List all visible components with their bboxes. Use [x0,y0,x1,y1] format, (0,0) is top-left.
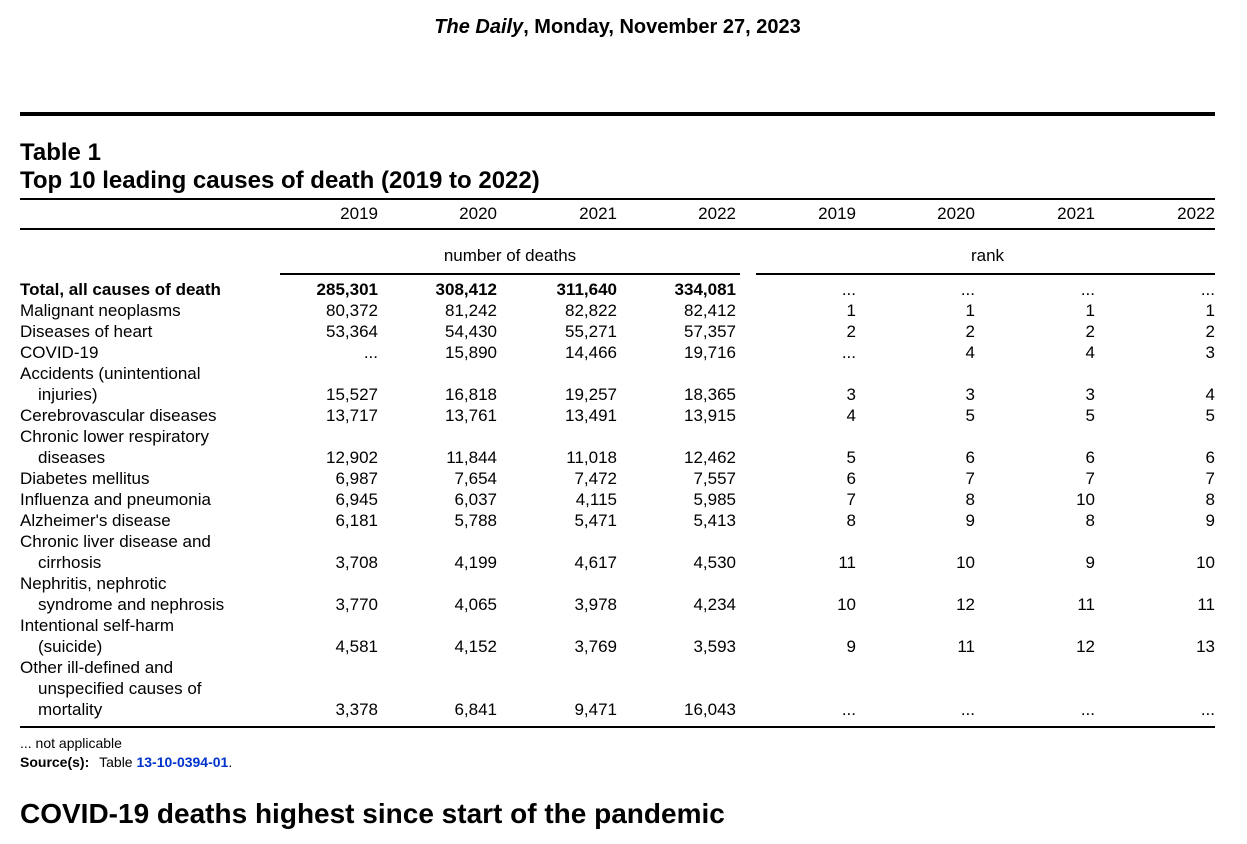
rank-cell: 4 [1205,385,1215,404]
row-label-line: Total, all causes of death [20,280,221,299]
deaths-cell: 53,364 [326,322,378,341]
deaths-cell: 6,037 [454,490,497,509]
rank-cell: 9 [846,637,856,656]
row-label-line: COVID-19 [20,343,99,362]
deaths-cell: 15,527 [326,385,378,404]
rank-cell: 12 [1076,637,1095,656]
deaths-cell: 12,462 [684,448,736,467]
rank-cell: 1 [1085,301,1095,320]
year-header: 2022 [698,204,736,223]
rank-cell: 11 [1077,595,1095,614]
deaths-cell: ... [363,343,378,362]
table-top-rule [20,198,1215,200]
row-label-line: syndrome and nephrosis [38,595,225,614]
rank-cell: ... [1200,280,1215,299]
row-label [20,405,270,426]
header-bottom-rule [20,228,1215,230]
rank-span-rule [756,273,1215,275]
year-header: 2020 [459,204,497,223]
rank-cell: ... [1080,700,1095,719]
rank-cell: 4 [965,343,975,362]
publication-date: , Monday, November 27, 2023 [523,16,801,38]
deaths-cell: 4,581 [335,637,378,656]
rank-cell: 5 [1085,406,1095,425]
deaths-cell: 15,890 [445,343,497,362]
year-header: 2020 [937,204,975,223]
row-label [20,468,270,489]
row-label-line: Influenza and pneumonia [20,490,211,509]
rank-cell: 6 [1085,448,1095,467]
source-note [20,753,232,771]
rank-cell: 13 [1196,637,1215,656]
row-label [20,279,270,300]
publication-name: The Daily [434,16,524,38]
deaths-cell: 6,945 [335,490,378,509]
deaths-cell: 13,491 [565,406,617,425]
rank-cell: 10 [837,595,856,614]
rank-cell: 7 [846,490,856,509]
deaths-cell: 4,199 [454,553,497,572]
row-label-line: Chronic liver disease and [20,532,211,551]
row-label [20,300,270,321]
rank-cell: 6 [1205,448,1215,467]
rank-cell: 1 [846,301,856,320]
rank-cell: 8 [1085,511,1095,530]
rank-cell: ... [1080,280,1095,299]
rank-cell: 4 [1085,343,1095,362]
deaths-cell: 4,065 [454,595,497,614]
rank-cell: 2 [965,322,975,341]
year-header: 2019 [818,204,856,223]
page-header [0,16,1235,39]
rank-cell: 10 [956,553,975,572]
rank-cell: 11 [1197,595,1215,614]
subhead-number-of-deaths: number of deaths [443,246,577,265]
row-label [20,321,270,342]
rank-cell: ... [960,280,975,299]
deaths-cell: 57,357 [684,322,736,341]
deaths-cell: 11,018 [566,448,617,467]
rank-cell: 3 [965,385,975,404]
year-header: 2022 [1177,204,1215,223]
deaths-cell: 5,985 [693,490,736,509]
subhead-rank: rank [970,246,1005,265]
deaths-cell: 7,557 [693,469,736,488]
rank-cell: 2 [846,322,856,341]
rank-cell: 10 [1076,490,1095,509]
deaths-cell: 13,761 [445,406,497,425]
row-label-line: (suicide) [38,637,103,656]
row-label-line: Diseases of heart [20,322,153,341]
deaths-cell: 3,708 [335,553,378,572]
rank-cell: 2 [1205,322,1215,341]
row-label-line: Alzheimer's disease [20,511,171,530]
section-heading: COVID-19 deaths highest since start of the pandemic [20,798,725,829]
rank-cell: 8 [965,490,975,509]
row-label [20,657,270,720]
deaths-cell: 3,770 [335,595,378,614]
deaths-cell: 11,844 [446,448,497,467]
rank-cell: 5 [965,406,975,425]
rank-cell: 7 [1205,469,1215,488]
source-end: . [228,754,233,770]
deaths-cell: 285,301 [316,280,378,299]
deaths-cell: 16,043 [684,700,736,719]
deaths-cell: 6,181 [335,511,378,530]
rank-cell: 8 [1205,490,1215,509]
deaths-cell: 80,372 [326,301,378,320]
table-bottom-rule [20,726,1215,728]
deaths-cell: 82,412 [684,301,736,320]
deaths-cell: 19,257 [565,385,617,404]
deaths-cell: 5,413 [693,511,736,530]
rank-cell: 11 [838,553,856,572]
rank-cell: 1 [965,301,975,320]
deaths-cell: 3,593 [693,637,736,656]
row-label-line: Malignant neoplasms [20,301,181,320]
rank-cell: 10 [1196,553,1215,572]
row-label-line: injuries) [38,385,98,404]
row-label-line: Chronic lower respiratory [20,427,209,446]
deaths-cell: 4,530 [693,553,736,572]
rank-cell: 9 [1085,553,1095,572]
rank-cell: 3 [1085,385,1095,404]
rank-cell: ... [841,280,856,299]
deaths-cell: 311,640 [556,280,617,299]
rank-cell: 7 [965,469,975,488]
rank-cell: 3 [1205,343,1215,362]
deaths-cell: 7,654 [454,469,497,488]
row-label-line: Nephritis, nephrotic [20,574,167,593]
row-label [20,531,270,573]
deaths-cell: 4,152 [454,637,497,656]
table-label: Table 1 [20,139,101,166]
row-label [20,510,270,531]
row-label-line: Other ill-defined and [20,658,174,677]
deaths-cell: 54,430 [445,322,497,341]
rank-cell: 4 [846,406,856,425]
deaths-cell: 12,902 [326,448,378,467]
deaths-cell: 3,978 [574,595,617,614]
deaths-cell: 3,769 [574,637,617,656]
rank-cell: 9 [1205,511,1215,530]
deaths-cell: 14,466 [565,343,617,362]
deaths-cell: 16,818 [445,385,497,404]
row-label-line: Intentional self-harm [20,616,175,635]
deaths-cell: 6,987 [335,469,378,488]
row-label [20,363,270,405]
row-label [20,489,270,510]
header-rule [20,112,1215,116]
rank-cell: 9 [965,511,975,530]
row-label-line: unspecified causes of [38,679,202,698]
row-label [20,615,270,657]
source-table-link[interactable]: 13-10-0394-01 [136,754,229,770]
row-label-line: Diabetes mellitus [20,469,150,488]
year-header: 2021 [1057,204,1095,223]
deaths-cell: 334,081 [674,280,736,299]
rank-cell: 2 [1085,322,1095,341]
table-title: Top 10 leading causes of death (2019 to 2022) [20,167,540,194]
deaths-cell: 82,822 [565,301,617,320]
rank-cell: 5 [1205,406,1215,425]
deaths-cell: 6,841 [454,700,497,719]
deaths-cell: 5,788 [454,511,497,530]
deaths-cell: 4,115 [575,490,617,509]
row-label-line: cirrhosis [38,553,102,572]
rank-cell: 8 [846,511,856,530]
footnote-not-applicable: ... not applicable [20,735,122,751]
deaths-cell: 81,242 [445,301,497,320]
deaths-span-rule [280,273,740,275]
row-label-line: mortality [38,700,103,719]
rank-cell: ... [1200,700,1215,719]
deaths-cell: 3,378 [335,700,378,719]
deaths-cell: 19,716 [684,343,736,362]
deaths-cell: 55,271 [565,322,617,341]
rank-cell: ... [960,700,975,719]
row-label [20,426,270,468]
year-header: 2021 [579,204,617,223]
rank-cell: ... [841,343,856,362]
row-label [20,342,270,363]
deaths-cell: 9,471 [574,700,617,719]
deaths-cell: 5,471 [574,511,617,530]
row-label-line: Cerebrovascular diseases [20,406,217,425]
deaths-cell: 18,365 [684,385,736,404]
deaths-cell: 4,234 [693,595,736,614]
source-text: Table [99,754,133,770]
row-label-line: diseases [38,448,106,467]
deaths-cell: 308,412 [435,280,497,299]
rank-cell: 3 [846,385,856,404]
rank-cell: ... [841,700,856,719]
source-label: Source(s): [20,754,90,770]
row-label-line: Accidents (unintentional [20,364,201,383]
rank-cell: 5 [846,448,856,467]
rank-cell: 12 [956,595,975,614]
deaths-cell: 7,472 [574,469,617,488]
rank-cell: 7 [1085,469,1095,488]
deaths-cell: 13,915 [684,406,736,425]
rank-cell: 11 [957,637,975,656]
deaths-cell: 13,717 [326,406,378,425]
deaths-cell: 4,617 [574,553,617,572]
rank-cell: 1 [1205,301,1215,320]
row-label [20,573,270,615]
year-header: 2019 [340,204,378,223]
rank-cell: 6 [846,469,856,488]
rank-cell: 6 [965,448,975,467]
